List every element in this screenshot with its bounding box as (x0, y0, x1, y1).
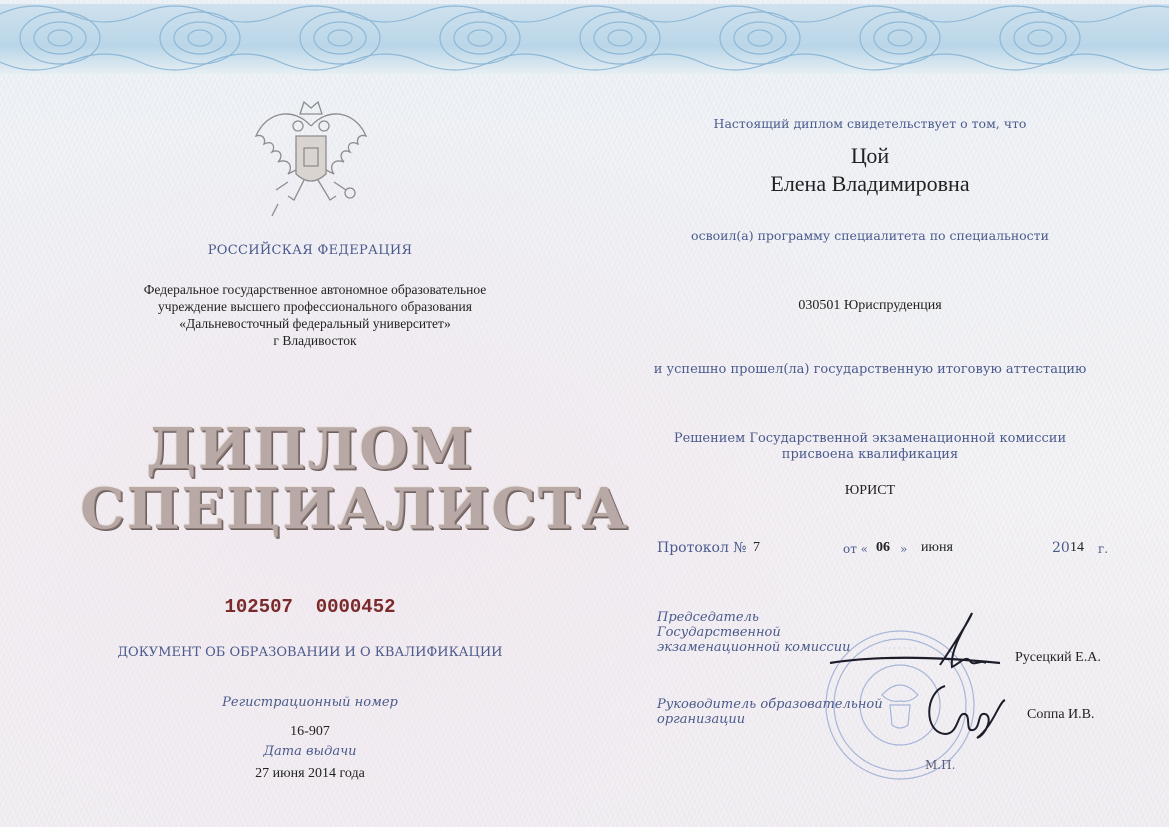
diploma-title-line2: СПЕЦИАЛИСТА (80, 476, 630, 542)
specialty: 030501 Юриспруденция (798, 298, 942, 313)
issue-date-label: Дата выдачи (263, 744, 357, 759)
year-prefix: 20 (1052, 540, 1070, 556)
date-suffix: » (900, 542, 908, 556)
date-prefix: от « (843, 542, 869, 556)
issue-date: 27 июня 2014 года (255, 766, 365, 781)
protocol-number: 7 (753, 540, 760, 555)
holder-given-names: Елена Владимировна (770, 171, 970, 196)
guilloche-band (0, 0, 1169, 78)
diploma-title-line1: ДИПЛОМ (146, 416, 474, 482)
protocol-month: июня (921, 540, 953, 555)
protocol-day: 06 (876, 540, 890, 555)
svg-text:· · · · · · ·: · · · · · · · (883, 644, 917, 653)
registration-label: Регистрационный номер (222, 695, 398, 710)
intro-text: Настоящий диплом свидетельствует о том, что (713, 116, 1027, 131)
registration-number: 16-907 (290, 724, 330, 739)
decision-line2: присвоена квалификация (781, 447, 959, 462)
holder-surname: Цой (850, 143, 890, 168)
institution-line: учреждение высшего профессионального образования (158, 299, 472, 314)
qualification: ЮРИСТ (844, 483, 896, 498)
head-label-line: организации (657, 712, 746, 727)
institution-line: Федеральное государственное автономное образовательное (143, 282, 487, 297)
program-text: освоил(а) программу специалитета по специальности (691, 228, 1049, 243)
institution-city: г Владивосток (273, 333, 357, 348)
head-name: Соппа И.В. (1027, 707, 1095, 722)
institution-block (90, 281, 540, 349)
chair-label-line: Председатель (657, 610, 759, 625)
stamp-mark: М.П. (925, 758, 956, 772)
protocol-label: Протокол № (657, 540, 747, 556)
chair-label-line: экзаменационной комиссии (657, 640, 851, 655)
coat-of-arms-icon (248, 96, 374, 224)
head-label-line: Руководитель образовательной (657, 697, 883, 712)
year-suffix: 14 (1070, 540, 1084, 555)
institution-line: «Дальневосточный федеральный университет» (179, 316, 451, 331)
decision-line1: Решением Государственной экзаменационной комиссии (673, 431, 1067, 446)
attestation-text: и успешно прошел(ла) государственную итоговую аттестацию (653, 362, 1087, 377)
serial-number: 102507 0000452 (224, 596, 396, 618)
chair-name: Русецкий Е.А. (1015, 650, 1101, 665)
signature-head-icon (915, 672, 1015, 752)
year-letter: г. (1098, 542, 1109, 556)
chair-label-line: Государственной (657, 625, 781, 640)
head-label (657, 697, 883, 727)
document-type: ДОКУМЕНТ ОБ ОБРАЗОВАНИИ И О КВАЛИФИКАЦИИ (117, 645, 503, 660)
country-name: РОССИЙСКАЯ ФЕДЕРАЦИЯ (207, 243, 413, 258)
